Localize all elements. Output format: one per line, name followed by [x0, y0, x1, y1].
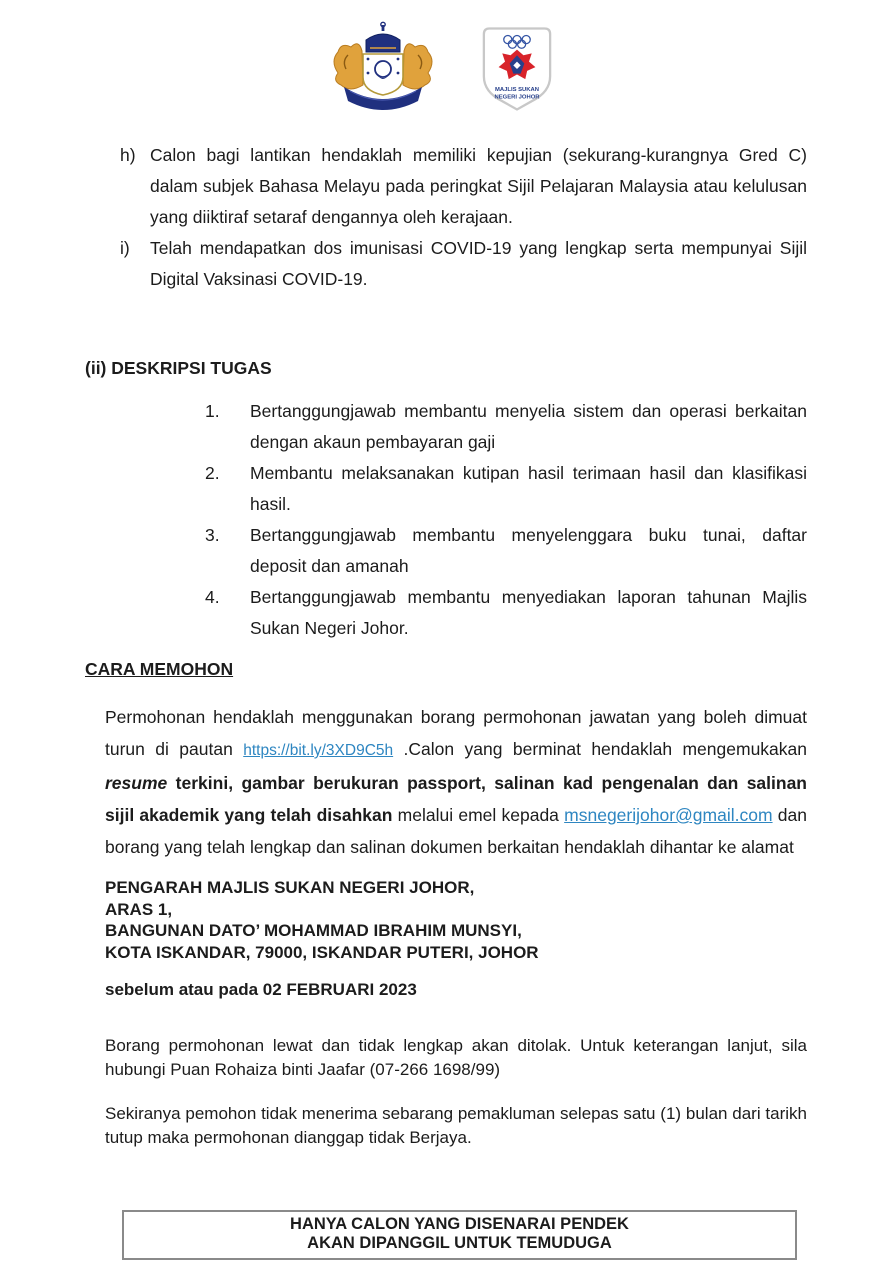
duty-text: Membantu melaksanakan kutipan hasil terimaan hasil dan klasifikasi hasil. — [250, 463, 807, 514]
duty-item — [205, 520, 807, 582]
address-line: ARAS 1, — [105, 899, 173, 919]
badge-text-line1: MAJLIS SUKAN — [494, 86, 540, 93]
requirement-item-h — [120, 140, 807, 233]
bold-requirements-text: terkini, gambar berukuran passport, salinan kad pengenalan dan salinan sijil akademik yang telah disahkan — [105, 773, 807, 825]
how-to-apply-paragraph — [105, 701, 807, 863]
duty-text: Bertanggungjawab membantu menyelia sistem dan operasi berkaitan dengan akaun pembayaran gaji — [250, 401, 807, 452]
application-form-link[interactable]: https://bit.ly/3XD9C5h — [243, 742, 394, 759]
duty-item — [205, 396, 807, 458]
requirement-item-i — [120, 233, 807, 295]
shortlist-notice-box — [122, 1210, 797, 1260]
email-link[interactable]: msnegerijohor@gmail.com — [564, 805, 773, 825]
list-marker: i) — [120, 238, 130, 258]
requirement-text: Telah mendapatkan dos imunisasi COVID-19 yang lengkap serta mempunyai Sijil Digital Vaksinasi COVID-19. — [150, 238, 807, 289]
apply-text-2: .Calon yang berminat hendaklah mengemukakan — [393, 739, 808, 759]
requirement-text: Calon bagi lantikan hendaklah memiliki kepujian (sekurang-kurangnya Gred C) dalam subjek Bahasa Melayu pada peringkat Sijil Pelajaran Malaysia atau kelulusan yang diiktiraf setaraf dengannya oleh kerajaan. — [150, 145, 807, 227]
list-marker: 1. — [205, 401, 220, 421]
apply-text-3: melalui emel kepada — [397, 805, 565, 825]
list-marker: 2. — [205, 463, 220, 483]
apply-text-1: Permohonan hendaklah menggunakan borang permohonan jawatan yang boleh dimuat turun di pautan — [105, 707, 807, 759]
address-line: BANGUNAN DATO’ MOHAMMAD IBRAHIM MUNSYI, — [105, 921, 522, 940]
list-marker: h) — [120, 145, 136, 165]
majlis-sukan-negeri-johor-badge-icon — [470, 23, 564, 120]
postal-address — [105, 877, 807, 963]
resume-word: resume — [105, 773, 168, 793]
job-description-heading: (ii) DESKRIPSI TUGAS — [85, 358, 272, 378]
badge-text-line2: NEGERI JOHOR — [494, 93, 540, 100]
address-line: KOTA ISKANDAR, 79000, ISKANDAR PUTERI, JOHOR — [105, 942, 539, 962]
list-marker: 4. — [205, 587, 220, 607]
list-marker: 3. — [205, 525, 220, 545]
apply-text-4: dan borang yang telah lengkap dan salinan dokumen berkaitan hendaklah dihantar ke alamat — [105, 805, 807, 857]
johor-coat-of-arms-icon — [328, 21, 438, 122]
address-line: PENGARAH MAJLIS SUKAN NEGERI JOHOR, — [105, 878, 475, 897]
shortlist-notice-line2: AKAN DIPANGGIL UNTUK TEMUDUGA — [307, 1234, 612, 1252]
duty-text: Bertanggungjawab membantu menyediakan laporan tahunan Majlis Sukan Negeri Johor. — [250, 587, 807, 638]
requirements-list — [120, 140, 807, 295]
no-response-note: Sekiranya pemohon tidak menerima sebarang pemakluman selepas satu (1) bulan dari tarikh tutup maka permohonan dianggap tidak Berjaya. — [105, 1103, 807, 1147]
application-deadline: sebelum atau pada 02 FEBRUARI 2023 — [105, 980, 417, 999]
shortlist-notice-line1: HANYA CALON YANG DISENARAI PENDEK — [290, 1214, 629, 1233]
header-logos — [85, 22, 807, 120]
duty-item — [205, 582, 807, 644]
duty-list — [205, 396, 807, 644]
late-application-note: Borang permohonan lewat dan tidak lengkap akan ditolak. Untuk keterangan lanjut, sila hubungi Puan Rohaiza binti Jaafar (07-266 1698/99) — [105, 1035, 807, 1079]
duty-text: Bertanggungjawab membantu menyelenggara buku tunai, daftar deposit dan amanah — [250, 525, 807, 576]
how-to-apply-heading: CARA MEMOHON — [85, 659, 234, 679]
duty-item — [205, 458, 807, 520]
